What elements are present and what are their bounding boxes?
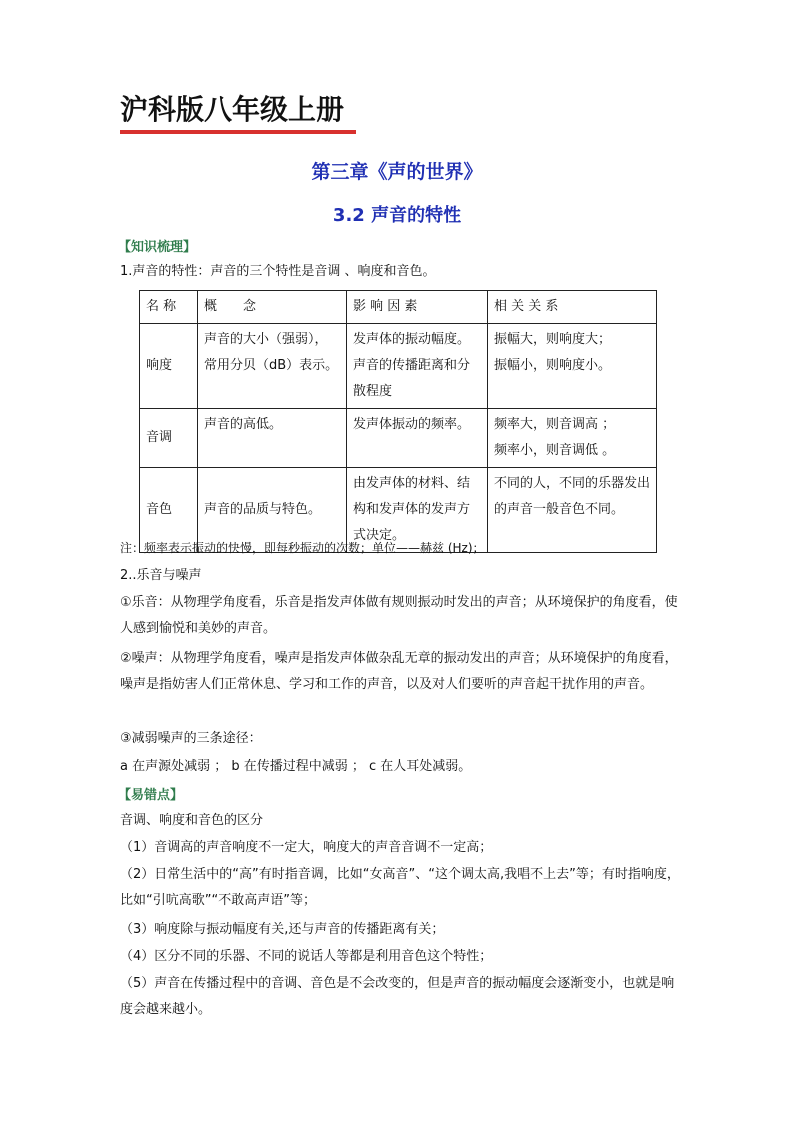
mistake-item: （1）音调高的声音响度不一定大，响度大的声音音调不一定高； [120, 840, 493, 855]
reduce-noise-heading: ③减弱噪声的三条途径： [120, 731, 262, 746]
relation-line: 振幅小，则响度小。 [494, 358, 612, 373]
table-header-name: 名 称 [140, 291, 198, 324]
relation-line: 振幅大，则响度大； [494, 332, 612, 347]
table-cell-name: 音调 [140, 409, 198, 468]
reduce-noise-ways: a 在声源处减弱 ； b 在传播过程中减弱 ； c 在人耳处减弱。 [120, 759, 472, 774]
mistake-item: （3）响度除与振动幅度有关,还与声音的传播距离有关； [120, 922, 445, 937]
section-title: 3.2 声音的特性 [332, 205, 462, 226]
table-cell-concept: 声音的大小（强弱），常用分贝（dB）表示。 [198, 324, 347, 409]
relation-line: 频率大，则音调高 ； [494, 417, 616, 432]
table-header-concept: 概 念 [198, 291, 347, 324]
table-cell-concept: 声音的品质与特色。 [198, 468, 347, 553]
table-cell-name: 音色 [140, 468, 198, 553]
music-definition: ①乐音：从物理学角度看，乐音是指发声体做有规则振动时发出的声音；从环境保护的角度看，使人感到愉悦和美妙的声音。 [120, 595, 678, 636]
chapter-title: 第三章《声的世界》 [311, 161, 483, 183]
mistake-item: （2）日常生活中的“高”有时指音调，比如“女高音”、“这个调太高,我唱不上去”等；有时指响度，比如“引吭高歌”“不敢高声语”等； [120, 867, 680, 908]
table-cell-factors: 由发声体的材料、结构和发声体的发声方式决定。 [347, 468, 488, 553]
table-cell-factors: 发声体振动的频率。 [347, 409, 488, 468]
relation-line: 频率小，则音调低 。 [494, 443, 616, 458]
table-row [140, 409, 657, 468]
table-header-relation: 相 关 关 系 [488, 291, 657, 324]
table-row [140, 324, 657, 409]
mistake-item: （4）区分不同的乐器、不同的说话人等都是利用音色这个特性； [120, 949, 493, 964]
relation-line: 不同的人，不同的乐器发出的声音一般音色不同。 [494, 476, 651, 517]
intro-text: 1.声音的特性：声音的三个特性是音调 、响度和音色。 [120, 264, 436, 279]
table-cell-relation [488, 468, 657, 553]
music-noise-heading: 2..乐音与噪声 [120, 568, 202, 583]
knowledge-tag: 【知识梳理】 [118, 240, 197, 255]
mistake-item: （5）声音在传播过程中的音调、音色是不会改变的，但是声音的振动幅度会逐渐变小，也就是响度会越来越小。 [120, 976, 675, 1017]
table-cell-factors: 发声体的振动幅度。声音的传播距离和分散程度 [347, 324, 488, 409]
book-title: 沪科版八年级上册 [120, 93, 345, 126]
book-title-underline [120, 130, 356, 134]
table-header-row [140, 291, 657, 324]
mistakes-tag: 【易错点】 [118, 788, 184, 803]
table-cell-relation [488, 409, 657, 468]
frequency-note: 注：频率表示振动的快慢，即每秒振动的次数；单位——赫兹 (Hz)； [120, 541, 485, 555]
table-header-factors: 影 响 因 素 [347, 291, 488, 324]
mistakes-heading: 音调、响度和音色的区分 [120, 813, 264, 828]
sound-properties-table [139, 290, 657, 553]
noise-definition: ②噪声：从物理学角度看，噪声是指发声体做杂乱无章的振动发出的声音；从环境保护的角度看，噪声是指妨害人们正常休息、学习和工作的声音，以及对人们要听的声音起干扰作用的声音。 [120, 651, 678, 692]
table-cell-name: 响度 [140, 324, 198, 409]
table-cell-relation [488, 324, 657, 409]
table-cell-concept: 声音的高低。 [198, 409, 347, 468]
